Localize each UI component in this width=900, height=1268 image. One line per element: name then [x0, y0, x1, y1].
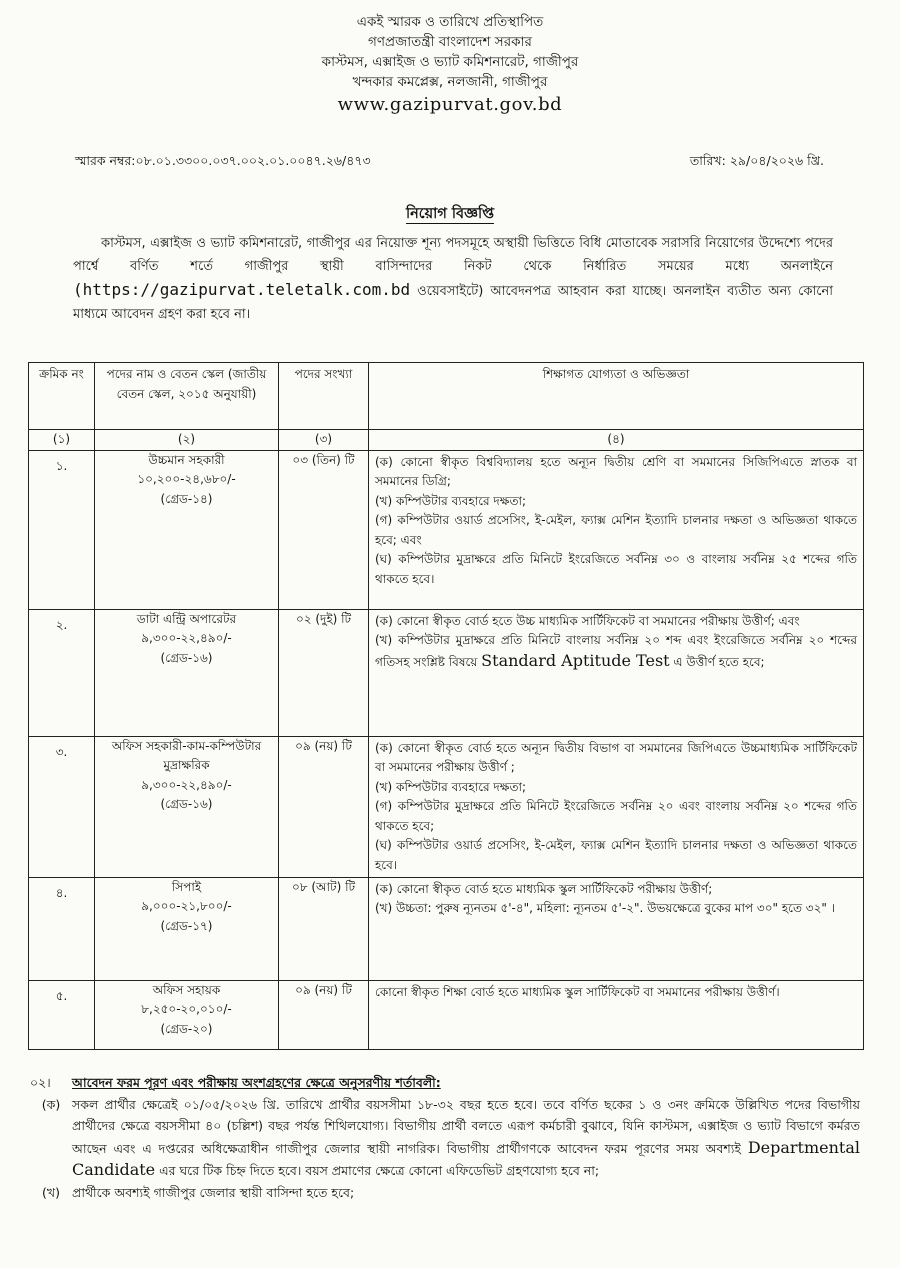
departmental-candidate-term: Departmental Candidate [72, 1137, 860, 1179]
serial-cell: ৫. [29, 980, 95, 1049]
qualification-item: (ক) কোনো স্বীকৃত বোর্ড হতে উচ্চ মাধ্যমিক সার্টিফিকেট বা সমমানের পরীক্ষায় উত্তীর্ণ; এবং [375, 613, 800, 628]
grade: (গ্রেড-১৬) [160, 650, 213, 665]
table-header-row [29, 363, 864, 430]
condition-text [72, 1094, 860, 1182]
qualification-text: (খ) কম্পিউটার মুদ্রাক্ষরে প্রতি মিনিটে বাংলায় সর্বনিম্ন ২০ শব্দ এবং ইংরেজিতে সর্বনিম্ন ২০ শব্দের গতিসহ সংশ্লিষ্ট বিষয়ে [375, 633, 857, 669]
post-cell [95, 736, 279, 877]
grade: (গ্রেড-১৬) [160, 797, 213, 811]
pay-scale: ১০,২০০-২৪,৬৮০/- [137, 472, 236, 486]
count-cell: ০৩ (তিন) টি [279, 450, 369, 609]
office-name: কাস্টমস, এক্সাইজ ও ভ্যাট কমিশনারেট, গাজীপুর [321, 54, 579, 70]
qualification-item: (ক) কোনো স্বীকৃত বোর্ড হতে অন্যূন দ্বিতীয় বিভাগ বা সমমানের জিপিএতে উচ্চমাধ্যমিক সার্টিফিকেট বা সমমানের পরীক্ষায় উত্তীর্ণ ; [375, 740, 857, 774]
post-name: অফিস সহকারী-কাম-কম্পিউটার মুদ্রাক্ষরিক [111, 738, 262, 772]
table-index-row [29, 430, 864, 451]
post-cell [95, 980, 279, 1049]
qualification-item [375, 631, 857, 672]
header-post: পদের নাম ও বেতন স্কেল (জাতীয় বেতন স্কেল, ২০১৫ অনুযায়ী) [95, 363, 279, 430]
grade: (গ্রেড-১৭) [160, 918, 213, 933]
serial-cell: ২. [29, 609, 95, 736]
post-cell [95, 450, 279, 609]
index-cell: (৪) [369, 430, 864, 451]
index-cell: (২) [95, 430, 279, 451]
condition-text-end: এর ঘরে টিক চিহ্ন দিতে হবে। বয়স প্রমাণের ক্ষেত্রে কোনো এফিডেভিট গ্রহণযোগ্য হবে না; [155, 1163, 600, 1178]
table-row [29, 736, 864, 877]
qualification-text-tail: এ উত্তীর্ণ হতে হবে; [669, 654, 765, 669]
pay-scale: ৮,২৫০-২০,০১০/- [141, 1002, 232, 1016]
aptitude-test-name: Standard Aptitude Test [481, 650, 670, 670]
pay-scale: ৯,৩০০-২২,৪৯০/- [141, 631, 232, 645]
letterhead [0, 12, 900, 115]
grade: (গ্রেড-১৪) [160, 491, 213, 506]
serial-cell: ১. [29, 450, 95, 609]
post-cell [95, 609, 279, 736]
condition-text: প্রার্থীকে অবশ্যই গাজীপুর জেলার স্থায়ী বাসিন্দা হতে হবে; [72, 1184, 355, 1200]
post-name: সিপাই [171, 879, 202, 894]
qualification-item: (খ) কম্পিউটার ব্যবহারে দক্ষতা; [375, 779, 526, 794]
count-cell: ০৯ (নয়) টি [279, 736, 369, 877]
pay-scale: ৯,৩০০-২২,৪৯০/- [141, 777, 232, 792]
qualification-item: (খ) কম্পিউটার ব্যবহারে দক্ষতা; [375, 493, 526, 508]
serial-cell: ৪. [29, 877, 95, 980]
post-cell [95, 877, 279, 980]
office-address: খন্দকার কমপ্লেক্স, নলজানী, গাজীপুর [352, 74, 548, 90]
office-website: www.gazipurvat.gov.bd [337, 94, 563, 115]
qualification-cell [369, 450, 864, 609]
table-row [29, 450, 864, 609]
count-cell: ০২ (দুই) টি [279, 609, 369, 736]
header-count: পদের সংখ্যা [279, 363, 369, 430]
qualification-item: (গ) কম্পিউটার ওয়ার্ড প্রসেসিং, ই-মেইল, ফ্যাক্স মেশিন ইত্যাদি চালনার দক্ষতা ও অভিজ্ঞতা থাকতে হবে; এবং [375, 513, 857, 547]
table-row [29, 609, 864, 736]
index-cell: (১) [29, 430, 95, 451]
qualification-cell [369, 609, 864, 736]
conditions-section [30, 1072, 860, 1203]
government-name: গণপ্রজাতন্ত্রী বাংলাদেশ সরকার [368, 34, 532, 50]
qualification-item: (ঘ) কম্পিউটার মুদ্রাক্ষরে প্রতি মিনিটে ইংরেজিতে সর্বনিম্ন ৩০ ও বাংলায় সর্বনিম্ন ২৫ শব্দের গতি থাকতে হবে। [375, 552, 857, 586]
header-serial: ক্রমিক নং [29, 363, 95, 430]
post-name: উচ্চমান সহকারী [148, 452, 225, 467]
application-url: (https://gazipurvat.teletalk.com.bd [73, 280, 411, 299]
intro-text-start: কাস্টমস, এক্সাইজ ও ভ্যাট কমিশনারেট, গাজীপুর এর নিয়োক্ত শূন্য পদসমূহে অস্থায়ী ভিত্তিতে বিধি মোতাবেক সরাসরি নিয়োগের উদ্দেশ্যে পদের পার্শ্বে বর্ণিত শর্তে গাজীপুর স্থায়ী বাসিন্দাদের নিকট থেকে নির্ধারিত সময়ের মধ্যে অনলাইনে [73, 236, 833, 274]
vacancy-table [28, 362, 864, 1050]
notice-title-text: নিয়োগ বিজ্ঞপ্তি [405, 206, 495, 222]
grade: (গ্রেড-২০) [160, 1021, 213, 1036]
condition-item [30, 1094, 860, 1182]
notice-title [0, 203, 900, 227]
post-name: ডাটা এন্ট্রি অপারেটর [136, 611, 237, 626]
qualification-item: (খ) উচ্চতা: পুরুষ ন্যূনতম ৫'-৪", মহিলা: ন্যূনতম ৫'-২". উভয়ক্ষেত্রে বুকের মাপ ৩০" হতে ৩২" । [375, 901, 836, 915]
intro-text-end: ওয়েবসাইটে) আবেদনপত্র আহবান করা যাচ্ছে। অনলাইন ব্যতীত অন্য কোনো মাধ্যমে আবেদন গ্রহণ করা হবে না। [73, 284, 833, 322]
conditions-title: আবেদন ফরম পূরণ এবং পরীক্ষায় অংশগ্রহণের ক্ষেত্রে অনুসরণীয় শর্তাবলী: [72, 1075, 441, 1090]
qualification-cell [369, 980, 864, 1049]
count-cell: ০৯ (নয়) টি [279, 980, 369, 1049]
qualification-item: (ক) কোনো স্বীকৃত বিশ্ববিদ্যালয় হতে অন্যূন দ্বিতীয় শ্রেণি বা সমমানের সিজিপিএতে স্নাতক বা সমমানের ডিগ্রি; [375, 454, 857, 488]
qualification-cell [369, 736, 864, 877]
qualification-item: (গ) কম্পিউটার মুদ্রাক্ষরে প্রতি মিনিটে ইংরেজিতে সর্বনিম্ন ২০ এবং বাংলায় সর্বনিম্ন ২০ শব্দের গতি থাকতে হবে; [375, 799, 857, 833]
condition-item [30, 1182, 860, 1204]
replacement-note: একই স্মারক ও তারিখে প্রতিস্থাপিত [356, 14, 544, 30]
serial-cell: ৩. [29, 736, 95, 877]
index-cell: (৩) [279, 430, 369, 451]
memo-date: তারিখ: ২৯/০৪/২০২৬ খ্রি. [689, 153, 824, 168]
table-row [29, 980, 864, 1049]
count-cell: ০৮ (আট) টি [279, 877, 369, 980]
qualification-cell [369, 877, 864, 980]
intro-paragraph [73, 232, 833, 326]
pay-scale: ৯,০০০-২১,৮০০/- [141, 899, 232, 913]
conditions-heading [30, 1072, 860, 1094]
condition-label: (খ) [42, 1184, 60, 1200]
qualification-item: (ঘ) কম্পিউটার ওয়ার্ড প্রসেসিং, ই-মেইল, ফ্যাক্স মেশিন ইত্যাদি চালনার দক্ষতা ও অভিজ্ঞতা থাকতে হবে। [375, 838, 857, 872]
table-row [29, 877, 864, 980]
qualification-item: কোনো স্বীকৃত শিক্ষা বোর্ড হতে মাধ্যমিক স্কুল সার্টিফিকেট বা সমমানের পরীক্ষায় উত্তীর্ণ। [375, 984, 780, 999]
condition-label: (ক) [41, 1096, 61, 1112]
memo-number: স্মারক নম্বর:০৮.০১.৩৩০০.০৩৭.০০২.০১.০০৪৭.২৬/৪৭৩ [75, 153, 371, 168]
condition-text-start: সকল প্রার্থীর ক্ষেত্রেই ০১/০৫/২০২৬ খ্রি. তারিখে প্রার্থীর বয়সসীমা ১৮-৩২ বছর হতে হবে। তবে বর্ণিত ছকের ১ ও ৩নং ক্রমিকে উল্লিখিত পদের বিভাগীয় প্রার্থীদের ক্ষেত্রে বয়সসীমা ৪০ (চল্লিশ) বছর পর্যন্ত শিথিলযোগ্য। বিভাগীয় প্রার্থী বলতে এরূপ কর্মচারী বুঝাবে, যিনি কাস্টমস, এক্সাইজ ও ভ্যাট বিভাগে কর্মরত আছেন এবং এ দপ্তরের অধিক্ষেত্রাধীন গাজীপুর জেলার স্থায়ী নাগরিক। বিভাগীয় প্রার্থীগণকে আবেদন ফরম পূরণের সময় অবশ্যই [72, 1096, 860, 1156]
post-name: অফিস সহায়ক [152, 982, 221, 997]
header-qualification: শিক্ষাগত যোগ্যতা ও অভিজ্ঞতা [369, 363, 864, 430]
qualification-item: (ক) কোনো স্বীকৃত বোর্ড হতে মাধ্যমিক স্কুল সার্টিফিকেট পরীক্ষায় উত্তীর্ণ; [375, 881, 713, 896]
section-number: ০২। [30, 1075, 51, 1090]
